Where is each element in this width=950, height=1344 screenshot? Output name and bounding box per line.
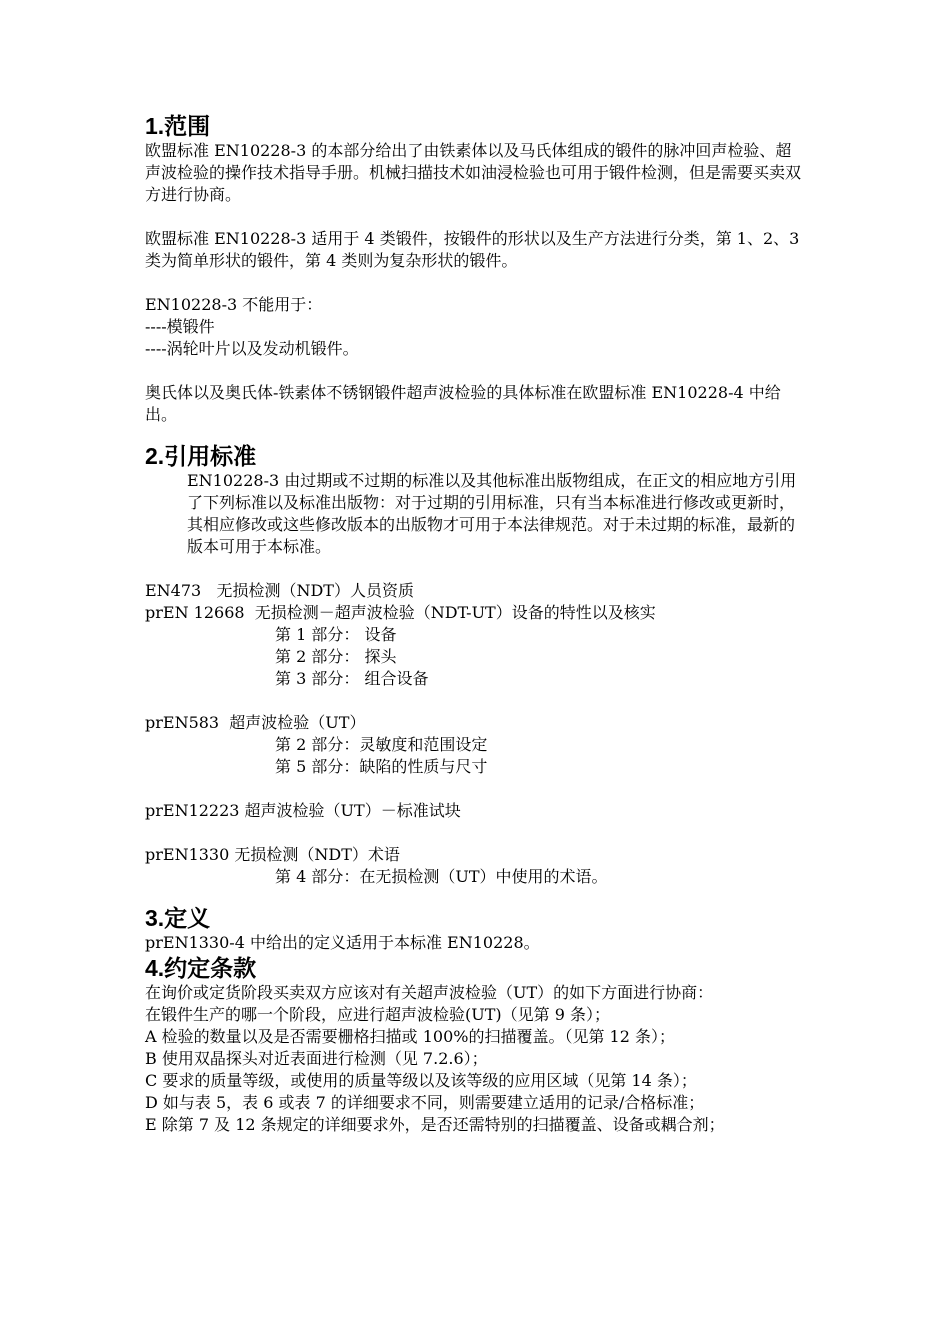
agreements-item-e: E 除第 7 及 12 条规定的详细要求外，是否还需特别的扫描覆盖、设备或耦合剂； (145, 1115, 725, 1134)
scope-exclusion-item: ----模锻件 (145, 317, 215, 336)
section-2-heading: 2.引用标准 (145, 443, 257, 469)
reference-pren1330: prEN1330 无损检测（NDT）术语 (145, 845, 400, 864)
definitions-paragraph: prEN1330-4 中给出的定义适用于本标准 EN10228。 (145, 933, 540, 952)
reference-part: 第 1 部分： 设备 (275, 625, 397, 644)
agreements-item-d: D 如与表 5，表 6 或表 7 的详细要求不同，则需要建立适用的记录/合格标准； (145, 1093, 705, 1112)
reference-en473: EN473 无损检测（NDT）人员资质 (145, 581, 414, 600)
scope-paragraph-1: 欧盟标准 EN10228-3 的本部分给出了由铁素体以及马氏体组成的锻件的脉冲回声检验、超声波检验的操作技术指导手册。机械扫描技术如油浸检验也可用于锻件检测，但是需要买卖双方进行协商。 (145, 141, 802, 204)
agreements-paragraph: 在询价或定货阶段买卖双方应该对有关超声波检验（UT）的如下方面进行协商： (145, 983, 714, 1002)
scope-exclusion-intro: EN10228-3 不能用于： (145, 295, 323, 314)
reference-pren583: prEN583 超声波检验（UT） (145, 713, 366, 732)
agreements-item: 在锻件生产的哪一个阶段，应进行超声波检验(UT)（见第 9 条）； (145, 1005, 610, 1024)
agreements-item-a: A 检验的数量以及是否需要栅格扫描或 100%的扫描覆盖。（见第 12 条）； (145, 1027, 676, 1046)
document-page (145, 112, 805, 1136)
agreements-item-c: C 要求的质量等级，或使用的质量等级以及该等级的应用区域（见第 14 条）； (145, 1071, 697, 1090)
reference-part: 第 3 部分： 组合设备 (275, 669, 429, 688)
reference-part: 第 4 部分：在无损检测（UT）中使用的术语。 (275, 867, 608, 886)
reference-part: 第 5 部分：缺陷的性质与尺寸 (275, 757, 488, 776)
section-3-heading: 3.定义 (145, 905, 211, 931)
scope-exclusion-item: ----涡轮叶片以及发动机锻件。 (145, 339, 359, 358)
scope-paragraph-2: 欧盟标准 EN10228-3 适用于 4 类锻件，按锻件的形状以及生产方法进行分类，第 1、2、3 类为简单形状的锻件，第 4 类则为复杂形状的锻件。 (145, 229, 805, 270)
scope-paragraph-4: 奥氏体以及奥氏体-铁素体不锈钢锻件超声波检验的具体标准在欧盟标准 EN10228-4 中给出。 (145, 383, 781, 424)
reference-part: 第 2 部分：灵敏度和范围设定 (275, 735, 488, 754)
references-paragraph: EN10228-3 由过期或不过期的标准以及其他标准出版物组成，在正文的相应地方引用了下列标准以及标准出版物：对于过期的引用标准，只有当本标准进行修改或更新时，其相应修改或这些修改版本的出版物才可用于本法律规范。对于未过期的标准，最新的版本可用于本标准。 (187, 471, 797, 556)
reference-pren12223: prEN12223 超声波检验（UT）－标准试块 (145, 801, 461, 820)
section-1-heading: 1.范围 (145, 113, 211, 139)
agreements-item-b: B 使用双晶探头对近表面进行检测（见 7.2.6）； (145, 1049, 488, 1068)
reference-part: 第 2 部分： 探头 (275, 647, 397, 666)
section-4-heading: 4.约定条款 (145, 955, 257, 981)
reference-pren12668: prEN 12668 无损检测－超声波检验（NDT-UT）设备的特性以及核实 (145, 603, 656, 622)
